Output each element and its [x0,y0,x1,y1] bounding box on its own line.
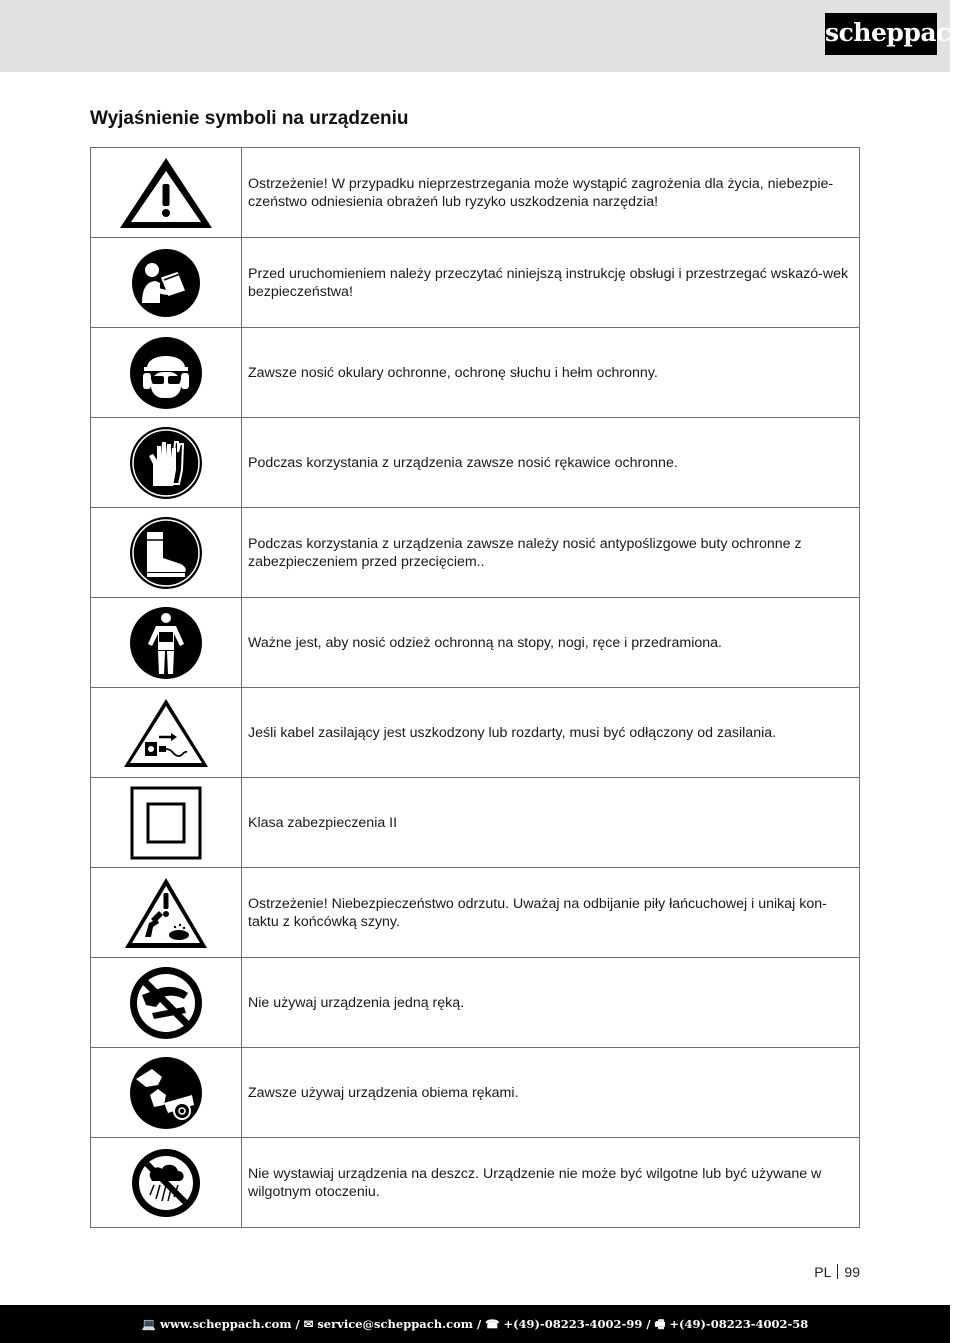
protective-gear-icon [129,336,203,410]
table-row [91,958,860,1048]
table-row [91,1048,860,1138]
symbol-description: Ostrzeżenie! Niebezpieczeństwo odrzutu. Uważaj na odbijanie piły łańcuchowej i unikaj kon-taktu z końcówką szyny. [242,868,860,958]
unplug-cable-icon [121,696,211,770]
symbol-description: Klasa zabezpieczenia II [242,778,860,868]
language-code: PL [814,1264,832,1280]
protection-class-2-icon [130,786,202,860]
symbol-description: Przed uruchomieniem należy przeczytać niniejszą instrukcję obsługi i przestrzegać wskazó-wek bezpieczeństwa! [242,238,860,328]
no-one-hand-icon [128,965,204,1041]
no-rain-icon [130,1147,202,1219]
page-number-value: 99 [844,1264,860,1280]
page-header [0,0,968,72]
scheppach-logo: scheppach [825,13,937,55]
contact-info: 💻 www.scheppach.com / ✉ service@scheppach.com / ☎ +(49)-08223-4002-99 / 🖷 +(49)-08223-4002-58 [141,1317,809,1331]
read-manual-icon [130,247,202,319]
symbol-description: Zawsze nosić okulary ochronne, ochronę słuchu i hełm ochronny. [242,328,860,418]
symbol-description: Ostrzeżenie! W przypadku nieprzestrzegania może wystąpić zagrożenia dla życia, niebezpie-czeństwo odniesienia obrażeń lub ryzyko uszkodzenia narzędzia! [242,148,860,238]
page-number [814,1264,860,1280]
table-row [91,148,860,238]
safety-boots-icon [129,516,203,590]
table-row [91,238,860,328]
symbol-description: Zawsze używaj urządzenia obiema rękami. [242,1048,860,1138]
kickback-warning-icon [123,875,209,951]
table-row [91,418,860,508]
symbol-description: Podczas korzystania z urządzenia zawsze nosić rękawice ochronne. [242,418,860,508]
symbol-description: Ważne jest, aby nosić odzież ochronną na stopy, nogi, ręce i przedramiona. [242,598,860,688]
two-hands-icon [128,1055,204,1131]
table-row [91,508,860,598]
page-title: Wyjaśnienie symboli na urządzeniu [90,108,409,129]
symbol-description: Podczas korzystania z urządzenia zawsze należy nosić antypoślizgowe buty ochronne z zabezpieczeniem przed przecięciem.. [242,508,860,598]
gloves-icon [129,426,203,500]
warning-triangle-icon [116,154,216,232]
table-row [91,868,860,958]
symbol-description: Nie używaj urządzenia jedną ręką. [242,958,860,1048]
table-row [91,328,860,418]
page-footer [0,1305,950,1343]
table-row [91,778,860,868]
symbol-description: Jeśli kabel zasilający jest uszkodzony lub rozdarty, musi być odłączony od zasilania. [242,688,860,778]
symbol-description: Nie wystawiaj urządzenia na deszcz. Urządzenie nie może być wilgotne lub być używane w wilgotnym otoczeniu. [242,1138,860,1228]
table-row [91,1138,860,1228]
symbols-table [90,147,860,1228]
table-row [91,598,860,688]
protective-clothing-icon [129,606,203,680]
divider [837,1264,838,1279]
table-row [91,688,860,778]
